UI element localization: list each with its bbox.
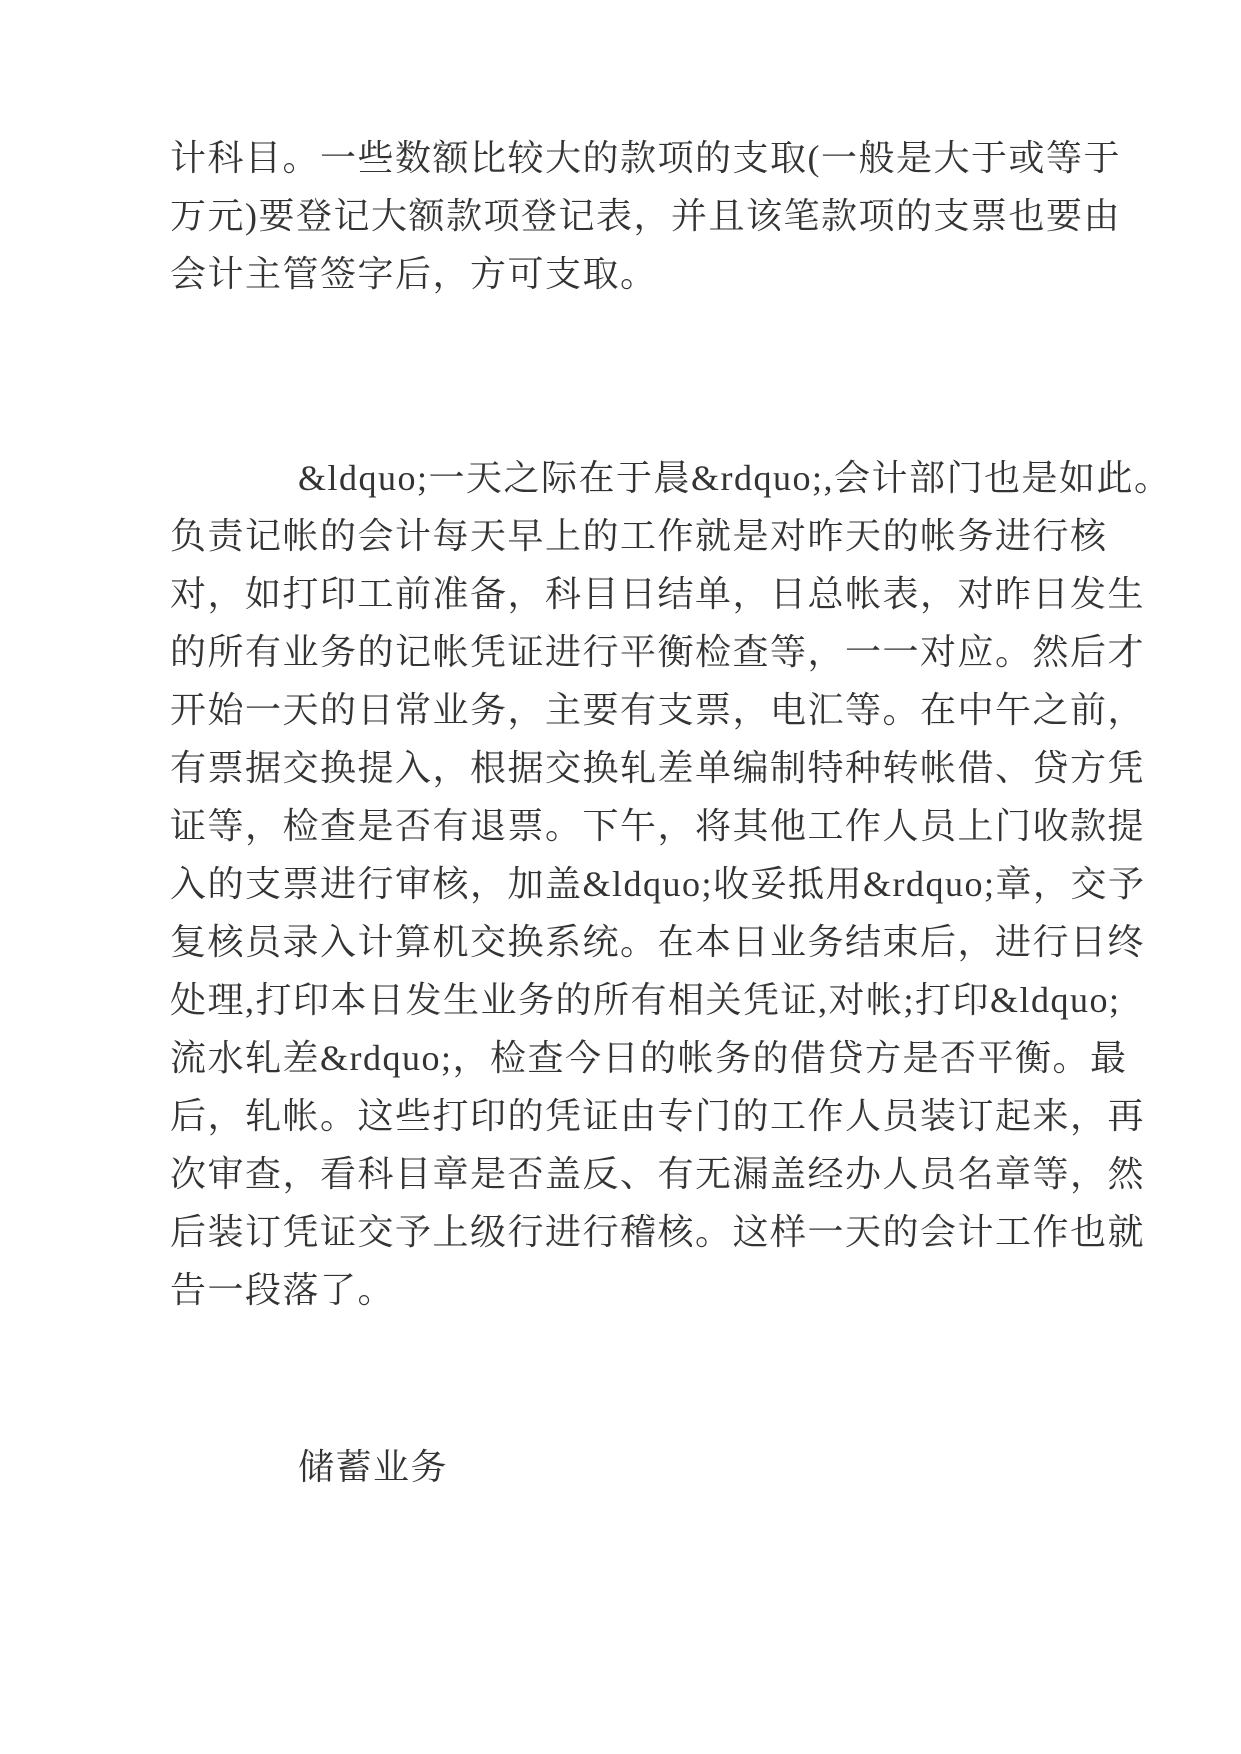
- paragraph-daily-accounting: [170, 449, 1172, 1319]
- text-line: &ldquo;一天之际在于晨&rdquo;,会计部门也是如此。: [298, 458, 1172, 498]
- text-line: 计科目。一些数额比较大的款项的支取(一般是大于或等于: [170, 138, 1121, 178]
- text-line: 开始一天的日常业务，主要有支票，电汇等。在中午之前，: [170, 690, 1146, 730]
- text-line: 负责记帐的会计每天早上的工作就是对昨天的帐务进行核: [170, 516, 1108, 556]
- text-line: 后，轧帐。这些打印的凭证由专门的工作人员装订起来，再: [170, 1096, 1146, 1136]
- text-line: 后装订凭证交予上级行进行稽核。这样一天的会计工作也就: [170, 1212, 1146, 1252]
- text-line: 处理,打印本日发生业务的所有相关凭证,对帐;打印&ldquo;: [170, 980, 1121, 1020]
- text-line: 有票据交换提入，根据交换轧差单编制特种转帐借、贷方凭: [170, 748, 1146, 788]
- text-line: 万元)要登记大额款项登记表，并且该笔款项的支票也要由: [170, 196, 1121, 236]
- text-line: 会计主管签字后，方可支取。: [170, 254, 658, 294]
- text-line: 对，如打印工前准备，科目日结单，日总帐表，对昨日发生: [170, 574, 1146, 614]
- text-line: 次审查，看科目章是否盖反、有无漏盖经办人员名章等，然: [170, 1154, 1146, 1194]
- text-line: 证等，检查是否有退票。下午，将其他工作人员上门收款提: [170, 806, 1146, 846]
- paragraph-continuation: [170, 129, 1121, 303]
- text-line: 流水轧差&rdquo;，检查今日的帐务的借贷方是否平衡。最: [170, 1038, 1128, 1078]
- text-line: 复核员录入计算机交换系统。在本日业务结束后，进行日终: [170, 922, 1146, 962]
- text-line: 的所有业务的记帐凭证进行平衡检查等，一一对应。然后才: [170, 632, 1146, 672]
- text-line: 告一段落了。: [170, 1270, 396, 1310]
- text-line: 储蓄业务: [298, 1447, 449, 1487]
- paragraph-savings-heading: [170, 1438, 1080, 1496]
- text-line: 入的支票进行审核，加盖&ldquo;收妥抵用&rdquo;章，交予: [170, 864, 1146, 904]
